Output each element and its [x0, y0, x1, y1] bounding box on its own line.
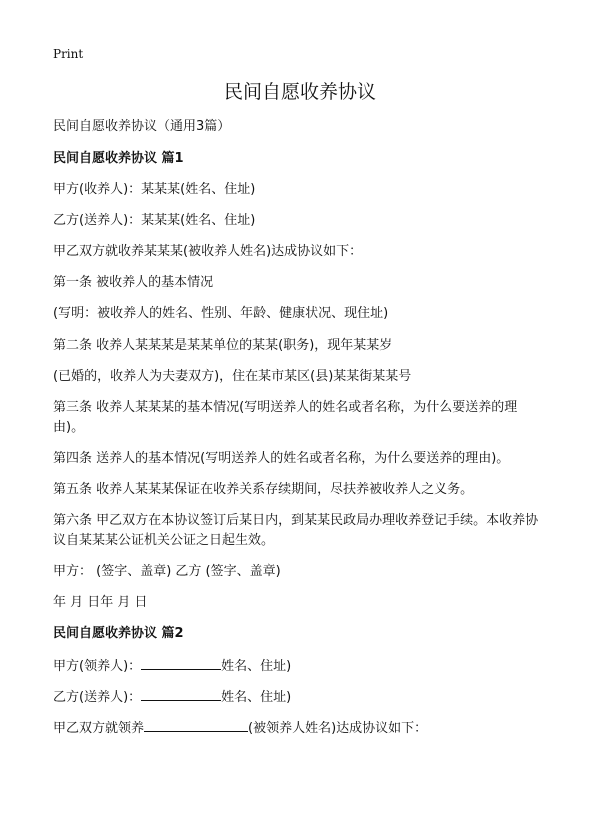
- article2-party-b-suffix: 姓名、住址): [221, 690, 292, 705]
- article1-clause-3: 第三条 收养人某某某的基本情况(写明送养人的姓名或者名称，为什么要送养的理由)。: [53, 400, 518, 435]
- article2-party-b-prefix: 乙方(送养人)：: [53, 690, 142, 705]
- article1-clause-1-note: (写明：被收养人的姓名、性别、年龄、健康状况、现住址): [53, 306, 389, 321]
- article1-clause-4: 第四条 送养人的基本情况(写明送养人的姓名或者名称，为什么要送养的理由)。: [53, 451, 510, 466]
- article2-party-a-blank: [141, 655, 221, 670]
- article1-intro: 甲乙双方就收养某某某(被收养人姓名)达成协议如下：: [53, 244, 363, 259]
- article2-intro-suffix: (被领养人姓名)达成协议如下：: [248, 721, 428, 736]
- document-title: 民间自愿收养协议: [223, 81, 376, 103]
- article1-clause-1: 第一条 被收养人的基本情况: [53, 275, 214, 290]
- article2-party-b-blank: [141, 686, 221, 701]
- article1-clause-5: 第五条 收养人某某某保证在收养关系存续期间，尽扶养被收养人之义务。: [53, 482, 474, 497]
- article2-party-b: [53, 686, 553, 708]
- article2-intro-prefix: 甲乙双方就领养: [53, 721, 145, 736]
- article2-intro-blank: [144, 717, 248, 732]
- article1-party-b: 乙方(送养人)：某某某(姓名、住址): [53, 213, 256, 228]
- article2-party-a-suffix: 姓名、住址): [221, 659, 292, 674]
- print-label: Print: [53, 47, 84, 61]
- article2-party-a: [53, 655, 553, 677]
- article1-party-a: 甲方(收养人)：某某某(姓名、住址): [53, 182, 256, 197]
- article1-signatures: 甲方： (签字、盖章) 乙方 (签字、盖章): [53, 564, 281, 579]
- article1-clause-6: 第六条 甲乙双方在本协议签订后某日内，到某某民政局办理收养登记手续。本收养协议自某某某公证机关公证之日起生效。: [53, 513, 539, 548]
- article1-date: 年 月 日年 月 日: [53, 595, 148, 610]
- article1-clause-2-line-2: (已婚的，收养人为夫妻双方)，住在某市某区(县)某某街某某号: [53, 369, 412, 384]
- article2-party-a-prefix: 甲方(领养人)：: [53, 659, 142, 674]
- article1-clause-2-line-1: 第二条 收养人某某某是某某单位的某某(职务)，现年某某岁: [53, 338, 393, 353]
- article2-intro: [53, 717, 553, 739]
- article1-heading: 民间自愿收养协议 篇1: [53, 151, 184, 166]
- document-subtitle: 民间自愿收养协议（通用3篇）: [53, 119, 231, 134]
- article2-heading: 民间自愿收养协议 篇2: [53, 626, 184, 641]
